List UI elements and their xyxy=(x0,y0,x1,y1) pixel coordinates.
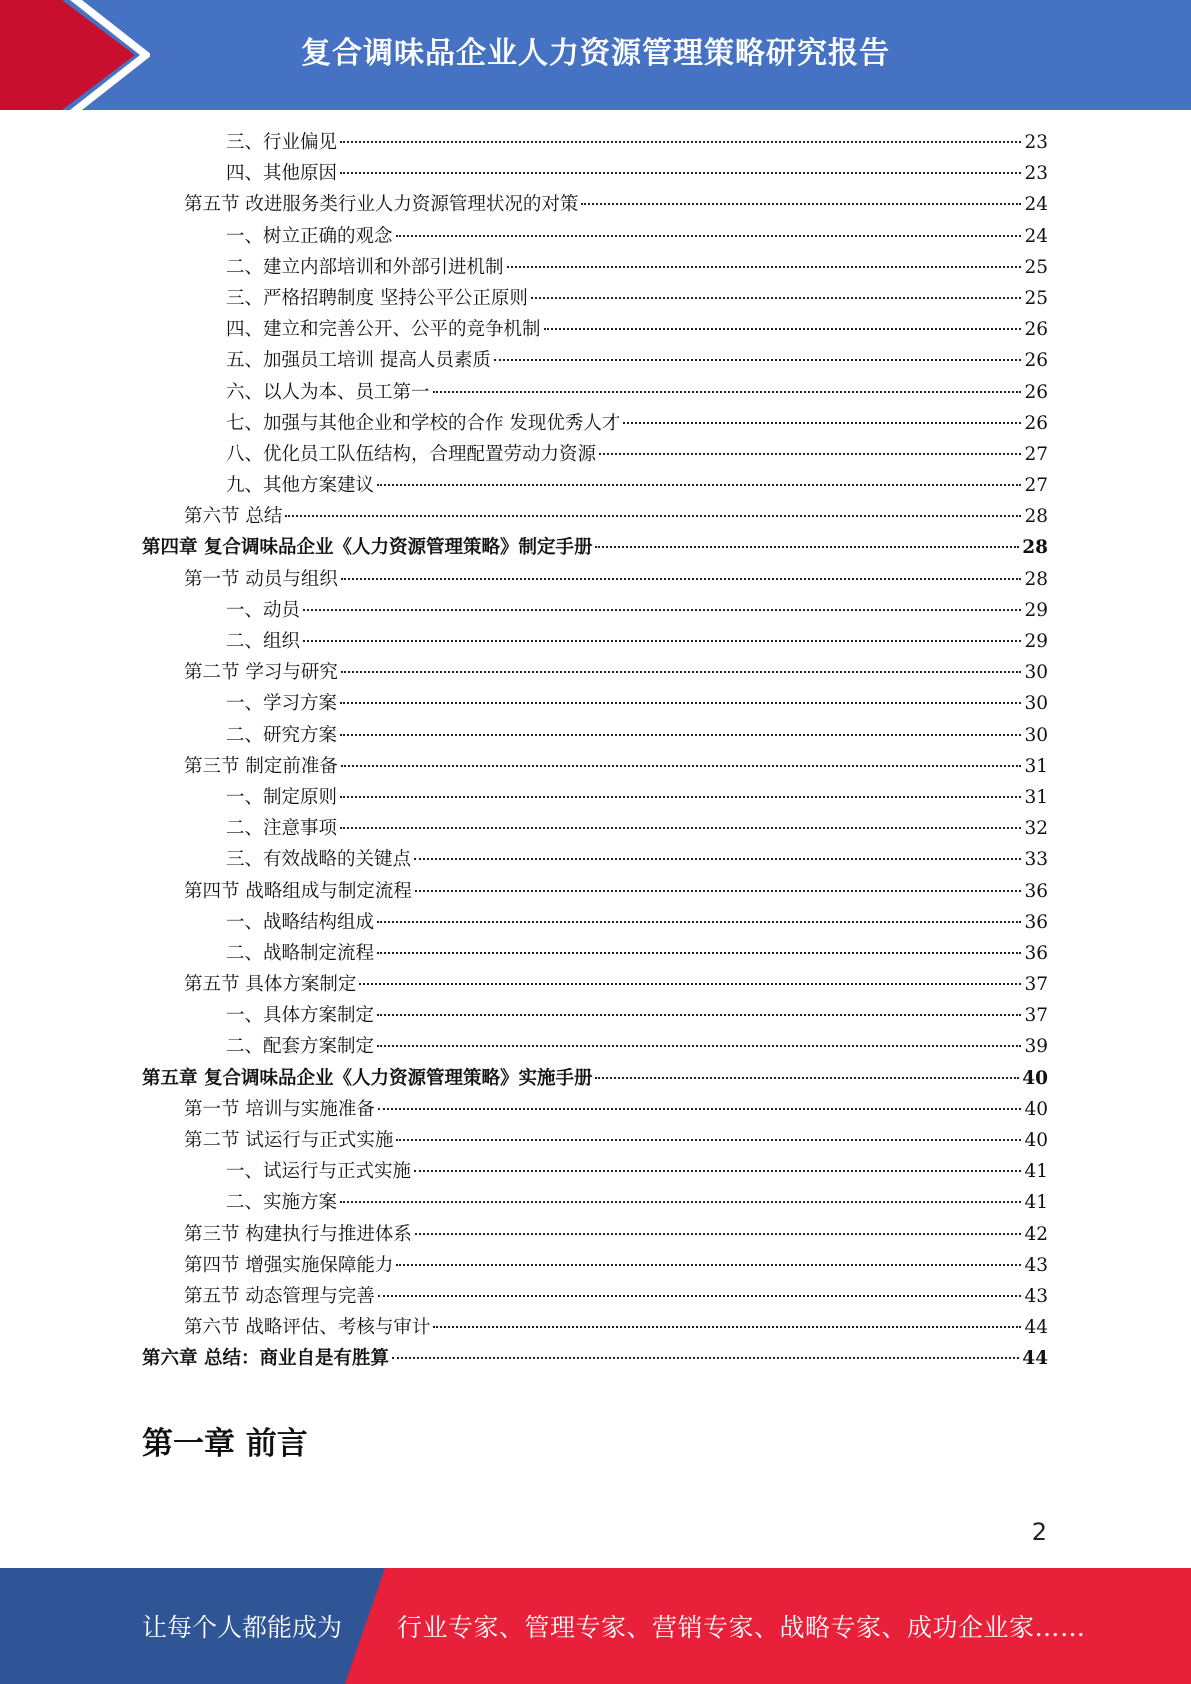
toc-entry[interactable] xyxy=(142,938,1048,969)
toc-leader-dots xyxy=(341,671,1022,673)
toc-entry-label: 一、动员 xyxy=(226,599,301,621)
toc-entry-page: 44 xyxy=(1024,1317,1048,1339)
toc-entry-page: 42 xyxy=(1024,1223,1048,1245)
toc-entry-label: 四、其他原因 xyxy=(226,163,338,185)
toc-entry-page: 40 xyxy=(1024,1130,1048,1151)
toc-entry-label: 第一节 培训与实施准备 xyxy=(184,1098,375,1120)
toc-entry-label: 第四节 增强实施保障能力 xyxy=(184,1254,394,1276)
toc-entry[interactable] xyxy=(142,782,1048,813)
toc-entry-page: 36 xyxy=(1024,911,1048,933)
toc-entry[interactable] xyxy=(142,1343,1048,1374)
toc-leader-dots xyxy=(599,453,1021,455)
toc-leader-dots xyxy=(414,858,1021,860)
toc-leader-dots xyxy=(494,359,1022,361)
toc-entry-label: 第四节 战略组成与制定流程 xyxy=(184,880,412,902)
toc-leader-dots xyxy=(623,422,1021,424)
toc-entry-label: 八、优化员工队伍结构，合理配置劳动力资源 xyxy=(226,443,597,465)
toc-entry-page: 25 xyxy=(1024,287,1048,309)
toc-entry-page: 40 xyxy=(1024,1098,1048,1120)
toc-entry[interactable] xyxy=(142,626,1048,657)
toc-entry-page: 36 xyxy=(1024,880,1048,902)
toc-entry-page: 30 xyxy=(1024,662,1048,684)
chapter-heading: 第一章 前言 xyxy=(142,1426,308,1462)
toc-entry-page: 36 xyxy=(1024,942,1048,964)
toc-entry[interactable] xyxy=(142,720,1048,751)
toc-leader-dots xyxy=(378,1295,1022,1297)
toc-entry-page: 28 xyxy=(1022,537,1048,559)
toc-entry-label: 二、配套方案制定 xyxy=(226,1036,375,1058)
page-header xyxy=(0,0,1191,110)
toc-leader-dots xyxy=(303,609,1021,611)
toc-entry-page: 31 xyxy=(1024,755,1048,777)
toc-entry-label: 一、制定原则 xyxy=(226,786,338,808)
toc-entry[interactable] xyxy=(142,221,1048,252)
toc-entry-label: 九、其他方案建议 xyxy=(226,475,375,497)
toc-entry-label: 三、严格招聘制度 坚持公平公正原则 xyxy=(226,287,528,309)
toc-entry-page: 24 xyxy=(1024,225,1048,247)
footer-slogan-left: 让每个人都能成为 xyxy=(142,1613,343,1642)
toc-entry-label: 四、建立和完善公开、公平的竞争机制 xyxy=(226,319,541,341)
toc-entry[interactable] xyxy=(142,564,1048,595)
toc-leader-dots xyxy=(581,203,1021,205)
page-footer xyxy=(0,1568,1191,1684)
toc-entry[interactable] xyxy=(142,158,1048,189)
toc-leader-dots xyxy=(377,921,1021,923)
toc-entry-label: 第五章 复合调味品企业《人力资源管理策略》实施手册 xyxy=(142,1067,593,1089)
toc-entry-page: 27 xyxy=(1024,443,1048,465)
toc-entry-label: 一、树立正确的观念 xyxy=(226,225,393,247)
toc-entry-label: 三、行业偏见 xyxy=(226,132,338,153)
toc-entry-page: 26 xyxy=(1024,319,1048,341)
toc-entry-label: 二、建立内部培训和外部引进机制 xyxy=(226,256,504,278)
page-number: 2 xyxy=(1031,1518,1047,1546)
toc-leader-dots xyxy=(285,515,1021,517)
toc-entry-page: 31 xyxy=(1024,786,1048,808)
toc-entry-page: 43 xyxy=(1024,1285,1048,1307)
toc-entry-page: 26 xyxy=(1024,412,1048,434)
toc-entry-label: 二、实施方案 xyxy=(226,1192,338,1214)
toc-entry[interactable] xyxy=(142,1187,1048,1218)
toc-entry[interactable] xyxy=(142,532,1048,563)
toc-entry[interactable] xyxy=(142,345,1048,376)
toc-entry-label: 一、试运行与正式实施 xyxy=(226,1161,412,1183)
toc-leader-dots xyxy=(433,391,1022,393)
toc-entry[interactable] xyxy=(142,1219,1048,1250)
toc-leader-dots xyxy=(303,640,1021,642)
toc-entry-label: 二、组织 xyxy=(226,631,301,652)
toc-entry-page: 26 xyxy=(1024,381,1048,403)
toc-entry-page: 26 xyxy=(1024,350,1048,372)
toc-entry-page: 37 xyxy=(1024,1005,1048,1027)
toc-entry-label: 第五节 改进服务类行业人力资源管理状况的对策 xyxy=(184,194,579,216)
toc-entry-page: 32 xyxy=(1024,818,1048,840)
toc-entry-page: 27 xyxy=(1024,475,1048,497)
toc-entry-page: 30 xyxy=(1024,693,1048,715)
toc-entry[interactable] xyxy=(142,1125,1048,1156)
toc-entry[interactable] xyxy=(142,470,1048,501)
toc-entry-label: 六、以人为本、员工第一 xyxy=(226,381,430,403)
toc-leader-dots xyxy=(340,172,1021,174)
toc-entry-label: 第三节 制定前准备 xyxy=(184,755,338,777)
toc-entry-label: 一、具体方案制定 xyxy=(226,1005,375,1027)
toc-entry-page: 30 xyxy=(1024,724,1048,746)
toc-entry[interactable] xyxy=(142,751,1048,782)
toc-leader-dots xyxy=(378,1108,1022,1110)
toc-leader-dots xyxy=(341,578,1022,580)
toc-entry-label: 二、注意事项 xyxy=(226,818,338,840)
toc-leader-dots xyxy=(415,890,1022,892)
toc-leader-dots xyxy=(595,546,1019,548)
toc-leader-dots xyxy=(396,235,1022,237)
toc-leader-dots xyxy=(377,1045,1021,1047)
toc-leader-dots xyxy=(415,1233,1022,1235)
toc-entry[interactable] xyxy=(142,283,1048,314)
toc-entry-label: 第三节 构建执行与推进体系 xyxy=(184,1223,412,1245)
toc-leader-dots xyxy=(396,1264,1021,1266)
toc-entry[interactable] xyxy=(142,189,1048,220)
toc-entry-page: 40 xyxy=(1022,1067,1048,1089)
toc-entry[interactable] xyxy=(142,969,1048,1000)
toc-entry[interactable] xyxy=(142,377,1048,408)
toc-entry-label: 三、有效战略的关键点 xyxy=(226,849,412,871)
toc-entry-label: 第六章 总结：商业自是有胜算 xyxy=(142,1348,389,1370)
toc-entry-label: 第四章 复合调味品企业《人力资源管理策略》制定手册 xyxy=(142,537,593,559)
toc-entry[interactable] xyxy=(142,813,1048,844)
toc-entry[interactable] xyxy=(142,1063,1048,1094)
toc-entry-page: 44 xyxy=(1022,1348,1048,1370)
toc-entry[interactable] xyxy=(142,595,1048,626)
toc-entry-page: 41 xyxy=(1024,1192,1048,1214)
toc-leader-dots xyxy=(340,141,1021,143)
toc-entry[interactable] xyxy=(142,127,1048,158)
toc-entry-label: 二、战略制定流程 xyxy=(226,942,375,964)
toc-entry-page: 28 xyxy=(1024,506,1048,528)
toc-entry[interactable] xyxy=(142,688,1048,719)
toc-entry-label: 二、研究方案 xyxy=(226,724,338,746)
toc-entry-page: 39 xyxy=(1024,1036,1048,1058)
toc-leader-dots xyxy=(340,827,1021,829)
toc-leader-dots xyxy=(340,702,1021,704)
toc-entry[interactable] xyxy=(142,1156,1048,1187)
toc-entry[interactable] xyxy=(142,1094,1048,1125)
toc-entry-label: 第五节 动态管理与完善 xyxy=(184,1285,375,1307)
toc-leader-dots xyxy=(544,328,1022,330)
toc-entry-page: 29 xyxy=(1024,631,1048,652)
toc-leader-dots xyxy=(341,765,1022,767)
toc-entry[interactable] xyxy=(142,907,1048,938)
toc-entry[interactable] xyxy=(142,1250,1048,1281)
toc-entry-label: 第五节 具体方案制定 xyxy=(184,974,357,996)
report-title: 复合调味品企业人力资源管理策略研究报告 xyxy=(301,36,890,71)
toc-leader-dots xyxy=(531,297,1022,299)
toc-entry-page: 29 xyxy=(1024,599,1048,621)
toc-entry-label: 七、加强与其他企业和学校的合作 发现优秀人才 xyxy=(226,412,621,434)
toc-entry-page: 41 xyxy=(1024,1161,1048,1183)
toc-leader-dots xyxy=(340,1201,1021,1203)
toc-entry[interactable] xyxy=(142,314,1048,345)
toc-entry[interactable] xyxy=(142,501,1048,532)
toc-leader-dots xyxy=(392,1357,1019,1359)
toc-entry-label: 一、学习方案 xyxy=(226,693,338,715)
toc-entry[interactable] xyxy=(142,1031,1048,1062)
toc-entry-page: 33 xyxy=(1024,849,1048,871)
toc-leader-dots xyxy=(433,1326,1021,1328)
toc-leader-dots xyxy=(377,1014,1021,1016)
toc-entry-page: 24 xyxy=(1024,194,1048,216)
toc-entry-page: 28 xyxy=(1024,568,1048,590)
toc-entry-label: 第二节 学习与研究 xyxy=(184,662,338,684)
toc-leader-dots xyxy=(396,1139,1021,1141)
toc-entry[interactable] xyxy=(142,408,1048,439)
toc-entry[interactable] xyxy=(142,252,1048,283)
table-of-contents xyxy=(142,127,1048,1375)
toc-entry-page: 43 xyxy=(1024,1254,1048,1276)
toc-entry-page: 23 xyxy=(1024,163,1048,185)
toc-leader-dots xyxy=(359,983,1021,985)
toc-entry[interactable] xyxy=(142,1312,1048,1343)
footer-slogan-right: 行业专家、管理专家、营销专家、战略专家、成功企业家…… xyxy=(397,1613,1086,1642)
toc-entry[interactable] xyxy=(142,1281,1048,1312)
toc-entry[interactable] xyxy=(142,876,1048,907)
toc-entry[interactable] xyxy=(142,1000,1048,1031)
toc-entry-page: 25 xyxy=(1024,256,1048,278)
toc-leader-dots xyxy=(377,952,1021,954)
toc-entry-page: 37 xyxy=(1024,974,1048,996)
toc-entry[interactable] xyxy=(142,657,1048,688)
toc-entry-label: 第一节 动员与组织 xyxy=(184,568,338,590)
toc-entry-label: 第六节 战略评估、考核与审计 xyxy=(184,1317,431,1339)
red-chevron-icon xyxy=(0,0,150,110)
toc-entry-label: 第六节 总结 xyxy=(184,506,283,528)
toc-leader-dots xyxy=(507,266,1022,268)
toc-entry[interactable] xyxy=(142,439,1048,470)
toc-entry-label: 第二节 试运行与正式实施 xyxy=(184,1130,394,1151)
toc-leader-dots xyxy=(595,1077,1019,1079)
toc-entry-page: 23 xyxy=(1024,132,1048,153)
toc-leader-dots xyxy=(377,484,1021,486)
toc-leader-dots xyxy=(340,734,1021,736)
toc-entry-label: 一、战略结构组成 xyxy=(226,911,375,933)
toc-entry[interactable] xyxy=(142,844,1048,875)
toc-leader-dots xyxy=(414,1170,1021,1172)
toc-leader-dots xyxy=(340,796,1021,798)
toc-entry-label: 五、加强员工培训 提高人员素质 xyxy=(226,350,491,372)
